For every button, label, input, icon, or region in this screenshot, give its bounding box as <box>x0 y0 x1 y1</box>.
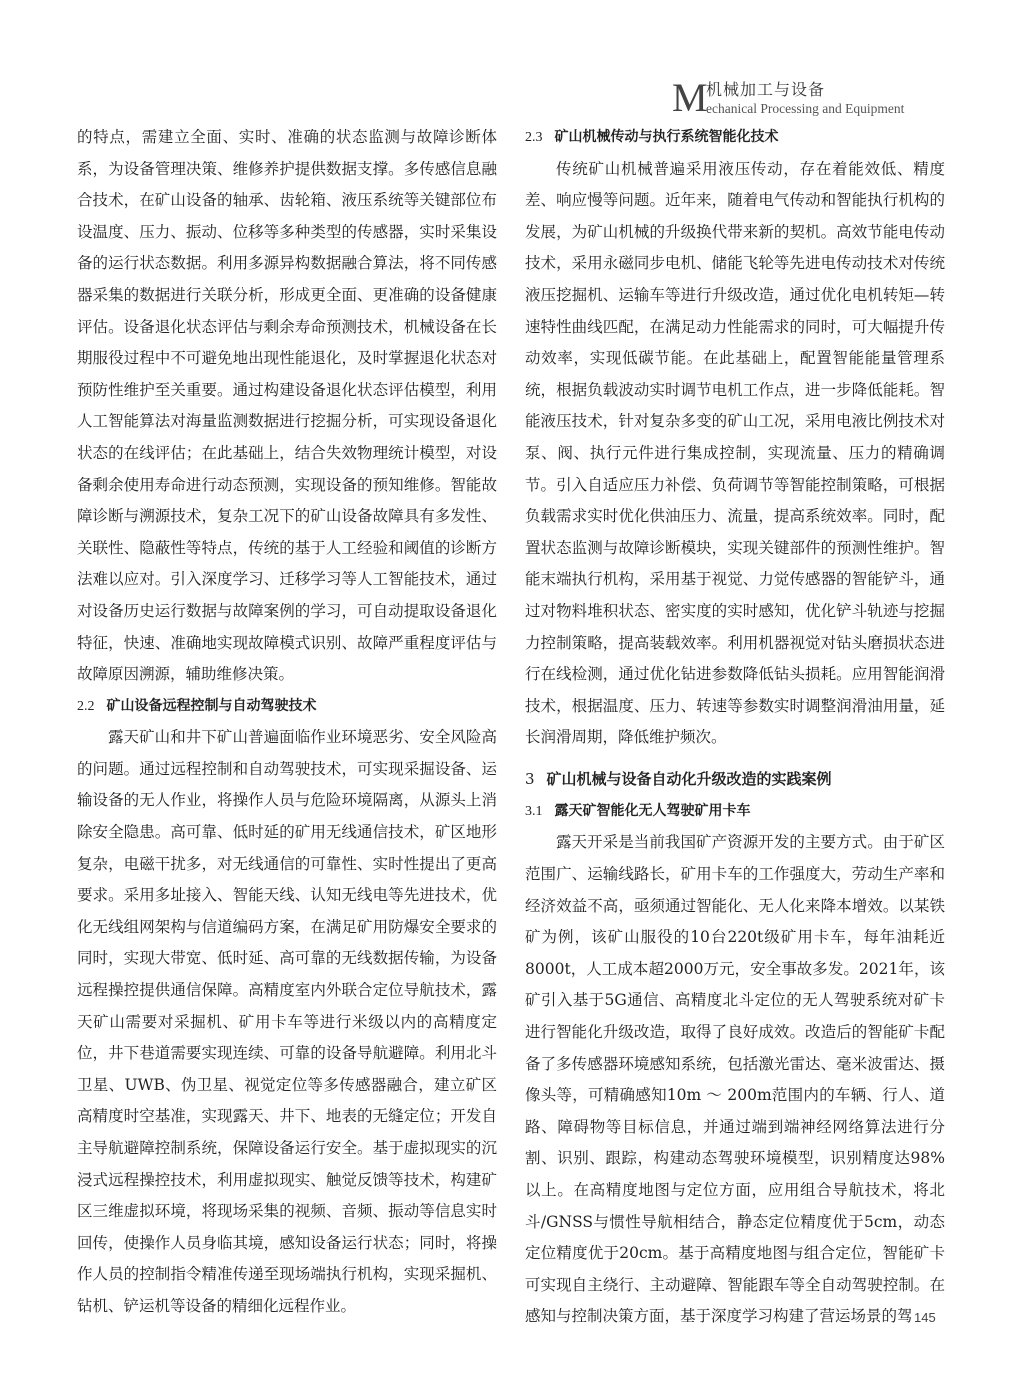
section-title: 矿山机械传动与执行系统智能化技术 <box>554 129 779 145</box>
section-number: 2.3 <box>525 130 543 145</box>
journal-logo-letter: M <box>672 75 708 120</box>
section-number: 2.2 <box>77 698 95 714</box>
body-paragraph: 露天矿山和井下矿山普遍面临作业环境恶劣、安全风险高的问题。通过远程控制和自动驾驶技术，可实现采掘设备、运输设备的无人作业，将操作人员与危险环境隔离，从源头上消除安全隐患。高可靠、低时延的矿用无线通信技术，矿区地形复杂，电磁干扰多，对无线通信的可靠性、实时性提出了更高要求。采用多址接入、智能天线、认知无线电等先进技术，优化无线组网架构与信道编码方案，在满足矿用防爆安全要求的同时，实现大带宽、低时延、高可靠的无线数据传输，为设备远程操控提供通信保障。高精度室内外联合定位导航技术，露天矿山需要对采掘机、矿用卡车等进行米级以内的高精度定位，井下巷道需要实现连续、可靠的设备导航避障。利用北斗卫星、UWB、伪卫星、视觉定位等多传感器融合，建立矿区高精度时空基准，实现露天、井下、地表的无缝定位；开发自主导航避障控制系统，保障设备运行安全。基于虚拟现实的沉浸式远程操控技术，利用虚拟现实、触觉反馈等技术，构建矿区三维虚拟环境，将现场采集的视频、音频、振动等信息实时回传，使操作人员身临其境，感知设备运行状态；同时，将操作人员的控制指令精准传递至现场端执行机构，实现采掘机、钻机、铲运机等设备的精细化远程作业。 <box>77 728 497 1315</box>
right-column <box>525 122 945 1333</box>
page-number: 145 <box>914 1310 936 1325</box>
left-column <box>77 122 497 1323</box>
section-number: 3.1 <box>525 803 543 819</box>
section-title: 矿山设备远程控制与自动驾驶技术 <box>106 697 317 714</box>
section-number: 3 <box>525 769 535 788</box>
section-title: 矿山机械与设备自动化升级改造的实践案例 <box>546 769 832 788</box>
journal-title-en: echanical Processing and Equipment <box>706 101 905 116</box>
body-paragraph: 传统矿山机械普遍采用液压传动，存在着能效低、精度差、响应慢等问题。近年来，随着电气传动和智能执行机构的发展，为矿山机械的升级换代带来新的契机。高效节能电传动技术，采用永磁同步电机、储能飞轮等先进电传动技术对传统液压挖掘机、运输车等进行升级改造，通过优化电机转矩—转速特性曲线匹配，在满足动力性能需求的同时，可大幅提升传动效率，实现低碳节能。在此基础上，配置智能能量管理系统，根据负载波动实时调节电机工作点，进一步降低能耗。智能液压技术，针对复杂多变的矿山工况，采用电液比例技术对泵、阀、执行元件进行集成控制，实现流量、压力的精确调节。引入自适应压力补偿、负荷调节等智能控制策略，可根据负载需求实时优化供油压力、流量，提高系统效率。同时，配置状态监测与故障诊断模块，实现关键部件的预测性维护。智能末端执行机构，采用基于视觉、力觉传感器的智能铲斗，通过对物料堆积状态、密实度的实时感知，优化铲斗轨迹与挖掘力控制策略，提高装载效率。利用机器视觉对钻头磨损状态进行在线检测，通过优化钻进参数降低钻头损耗。应用智能润滑技术，根据温度、压力、转速等参数实时调整润滑油用量，延长润滑周期，降低维护频次。 <box>525 159 945 747</box>
section-heading-3 <box>525 762 945 796</box>
section-heading-3-1 <box>525 796 945 828</box>
journal-header <box>672 75 952 120</box>
section-title: 露天矿智能化无人驾驶矿用卡车 <box>554 802 751 819</box>
section-heading-2-2 <box>77 691 497 723</box>
section-heading-2-3 <box>525 122 945 154</box>
journal-title-cn: 机械加工与设备 <box>706 80 826 99</box>
body-paragraph: 露天开采是当前我国矿产资源开发的主要方式。由于矿区范围广、运输线路长，矿用卡车的工作强度大，劳动生产率和经济效益不高，亟须通过智能化、无人化来降本增效。以某铁矿为例，该矿山服役的10台220t级矿用卡车，每年油耗近8000t，人工成本超2000万元，安全事故多发。2021年，该矿引入基于5G通信、高精度北斗定位的无人驾驶系统对矿卡进行智能化升级改造，取得了良好成效。改造后的智能矿卡配备了多传感器环境感知系统，包括激光雷达、毫米波雷达、摄像头等，可精确感知10m ～ 200m范围内的车辆、行人、道路、障碍物等目标信息，并通过端到端神经网络算法进行分割、识别、跟踪，构建动态驾驶环境模型，识别精度达98%以上。在高精度地图与定位方面，应用组合导航技术，将北斗/GNSS与惯性导航相结合，静态定位精度优于5cm，动态定位精度优于20cm。基于高精度地图与组合定位，智能矿卡可实现自主绕行、主动避障、智能跟车等全自动驾驶控制。在感知与控制决策方面，基于深度学习构建了营运场景的驾 <box>525 833 945 1326</box>
body-paragraph: 的特点，需建立全面、实时、准确的状态监测与故障诊断体系，为设备管理决策、维修养护提供数据支撑。多传感信息融合技术，在矿山设备的轴承、齿轮箱、液压系统等关键部位布设温度、压力、振动、位移等多种类型的传感器，实时采集设备的运行状态数据。利用多源异构数据融合算法，将不同传感器采集的数据进行关联分析，形成更全面、更准确的设备健康评估。设备退化状态评估与剩余寿命预测技术，机械设备在长期服役过程中不可避免地出现性能退化，及时掌握退化状态对预防性维护至关重要。通过构建设备退化状态评估模型，利用人工智能算法对海量监测数据进行挖掘分析，可实现设备退化状态的在线评估；在此基础上，结合失效物理统计模型，对设备剩余使用寿命进行动态预测，实现设备的预知维修。智能故障诊断与溯源技术，复杂工况下的矿山设备故障具有多发性、关联性、隐蔽性等特点，传统的基于人工经验和阈值的诊断方法难以应对。引入深度学习、迁移学习等人工智能技术，通过对设备历史运行数据与故障案例的学习，可自动提取设备退化特征，快速、准确地实现故障模式识别、故障严重程度评估与故障原因溯源，辅助维修决策。 <box>77 128 497 684</box>
